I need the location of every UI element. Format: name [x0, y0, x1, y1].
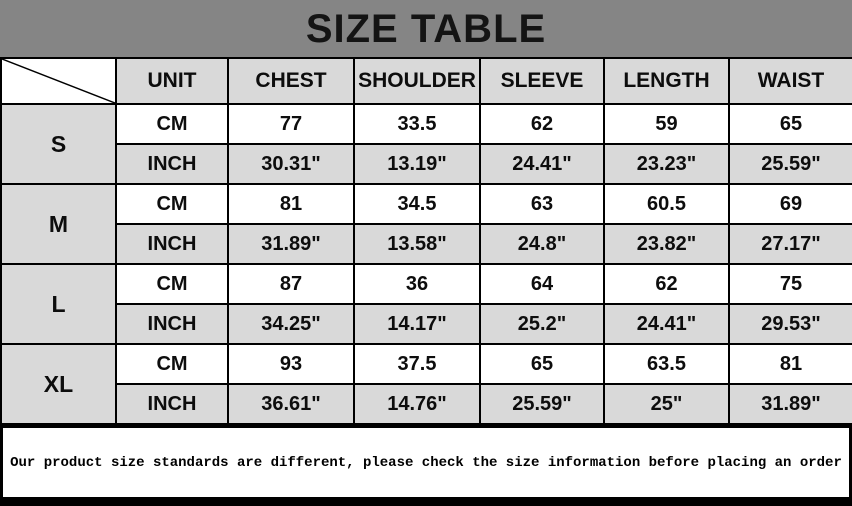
cell-value: 36: [354, 264, 480, 304]
title-bar: [0, 0, 852, 57]
column-header-sleeve: SLEEVE: [480, 58, 604, 104]
table-row: [1, 104, 852, 144]
header-row: [1, 58, 852, 104]
cell-value: 65: [729, 104, 852, 144]
cell-value: 13.58": [354, 224, 480, 264]
page-title: SIZE TABLE: [305, 6, 547, 51]
column-header-waist: WAIST: [729, 58, 852, 104]
cell-value: 87: [228, 264, 354, 304]
table-row: [1, 224, 852, 264]
cell-value: 62: [480, 104, 604, 144]
cell-value: 77: [228, 104, 354, 144]
cell-value: 36.61": [228, 384, 354, 424]
cell-value: 81: [228, 184, 354, 224]
column-header-unit: UNIT: [116, 58, 228, 104]
cell-value: 31.89": [729, 384, 852, 424]
cell-value: 24.41": [604, 304, 729, 344]
cell-value: 23.82": [604, 224, 729, 264]
unit-label-cm: CM: [116, 344, 228, 384]
table-row: [1, 264, 852, 304]
table-container: [0, 57, 852, 425]
size-table: [0, 57, 852, 425]
diagonal-header-cell: [1, 58, 116, 104]
cell-value: 93: [228, 344, 354, 384]
cell-value: 25.59": [729, 144, 852, 184]
cell-value: 63.5: [604, 344, 729, 384]
cell-value: 60.5: [604, 184, 729, 224]
cell-value: 23.23": [604, 144, 729, 184]
cell-value: 34.5: [354, 184, 480, 224]
unit-label-inch: INCH: [116, 224, 228, 264]
size-label-l: L: [1, 264, 116, 344]
cell-value: 25": [604, 384, 729, 424]
cell-value: 13.19": [354, 144, 480, 184]
size-label-xl: XL: [1, 344, 116, 424]
cell-value: 81: [729, 344, 852, 384]
cell-value: 31.89": [228, 224, 354, 264]
cell-value: 34.25": [228, 304, 354, 344]
cell-value: 65: [480, 344, 604, 384]
cell-value: 25.2": [480, 304, 604, 344]
table-row: [1, 184, 852, 224]
cell-value: 27.17": [729, 224, 852, 264]
table-row: [1, 344, 852, 384]
table-row: [1, 144, 852, 184]
cell-value: 75: [729, 264, 852, 304]
cell-value: 14.76": [354, 384, 480, 424]
cell-value: 24.8": [480, 224, 604, 264]
cell-value: 64: [480, 264, 604, 304]
note-box: [0, 425, 852, 506]
size-label-s: S: [1, 104, 116, 184]
cell-value: 37.5: [354, 344, 480, 384]
table-row: [1, 384, 852, 424]
cell-value: 69: [729, 184, 852, 224]
unit-label-cm: CM: [116, 264, 228, 304]
unit-label-cm: CM: [116, 104, 228, 144]
size-disclaimer-note: Our product size standards are different, please check the size information before placing an order: [10, 454, 842, 471]
unit-label-inch: INCH: [116, 304, 228, 344]
cell-value: 14.17": [354, 304, 480, 344]
unit-label-inch: INCH: [116, 144, 228, 184]
unit-label-cm: CM: [116, 184, 228, 224]
cell-value: 24.41": [480, 144, 604, 184]
cell-value: 59: [604, 104, 729, 144]
column-header-chest: CHEST: [228, 58, 354, 104]
unit-label-inch: INCH: [116, 384, 228, 424]
cell-value: 63: [480, 184, 604, 224]
cell-value: 33.5: [354, 104, 480, 144]
cell-value: 29.53": [729, 304, 852, 344]
column-header-shoulder: SHOULDER: [354, 58, 480, 104]
column-header-length: LENGTH: [604, 58, 729, 104]
cell-value: 30.31": [228, 144, 354, 184]
size-label-m: M: [1, 184, 116, 264]
cell-value: 25.59": [480, 384, 604, 424]
diagonal-line-icon: [2, 59, 115, 103]
table-row: [1, 304, 852, 344]
cell-value: 62: [604, 264, 729, 304]
